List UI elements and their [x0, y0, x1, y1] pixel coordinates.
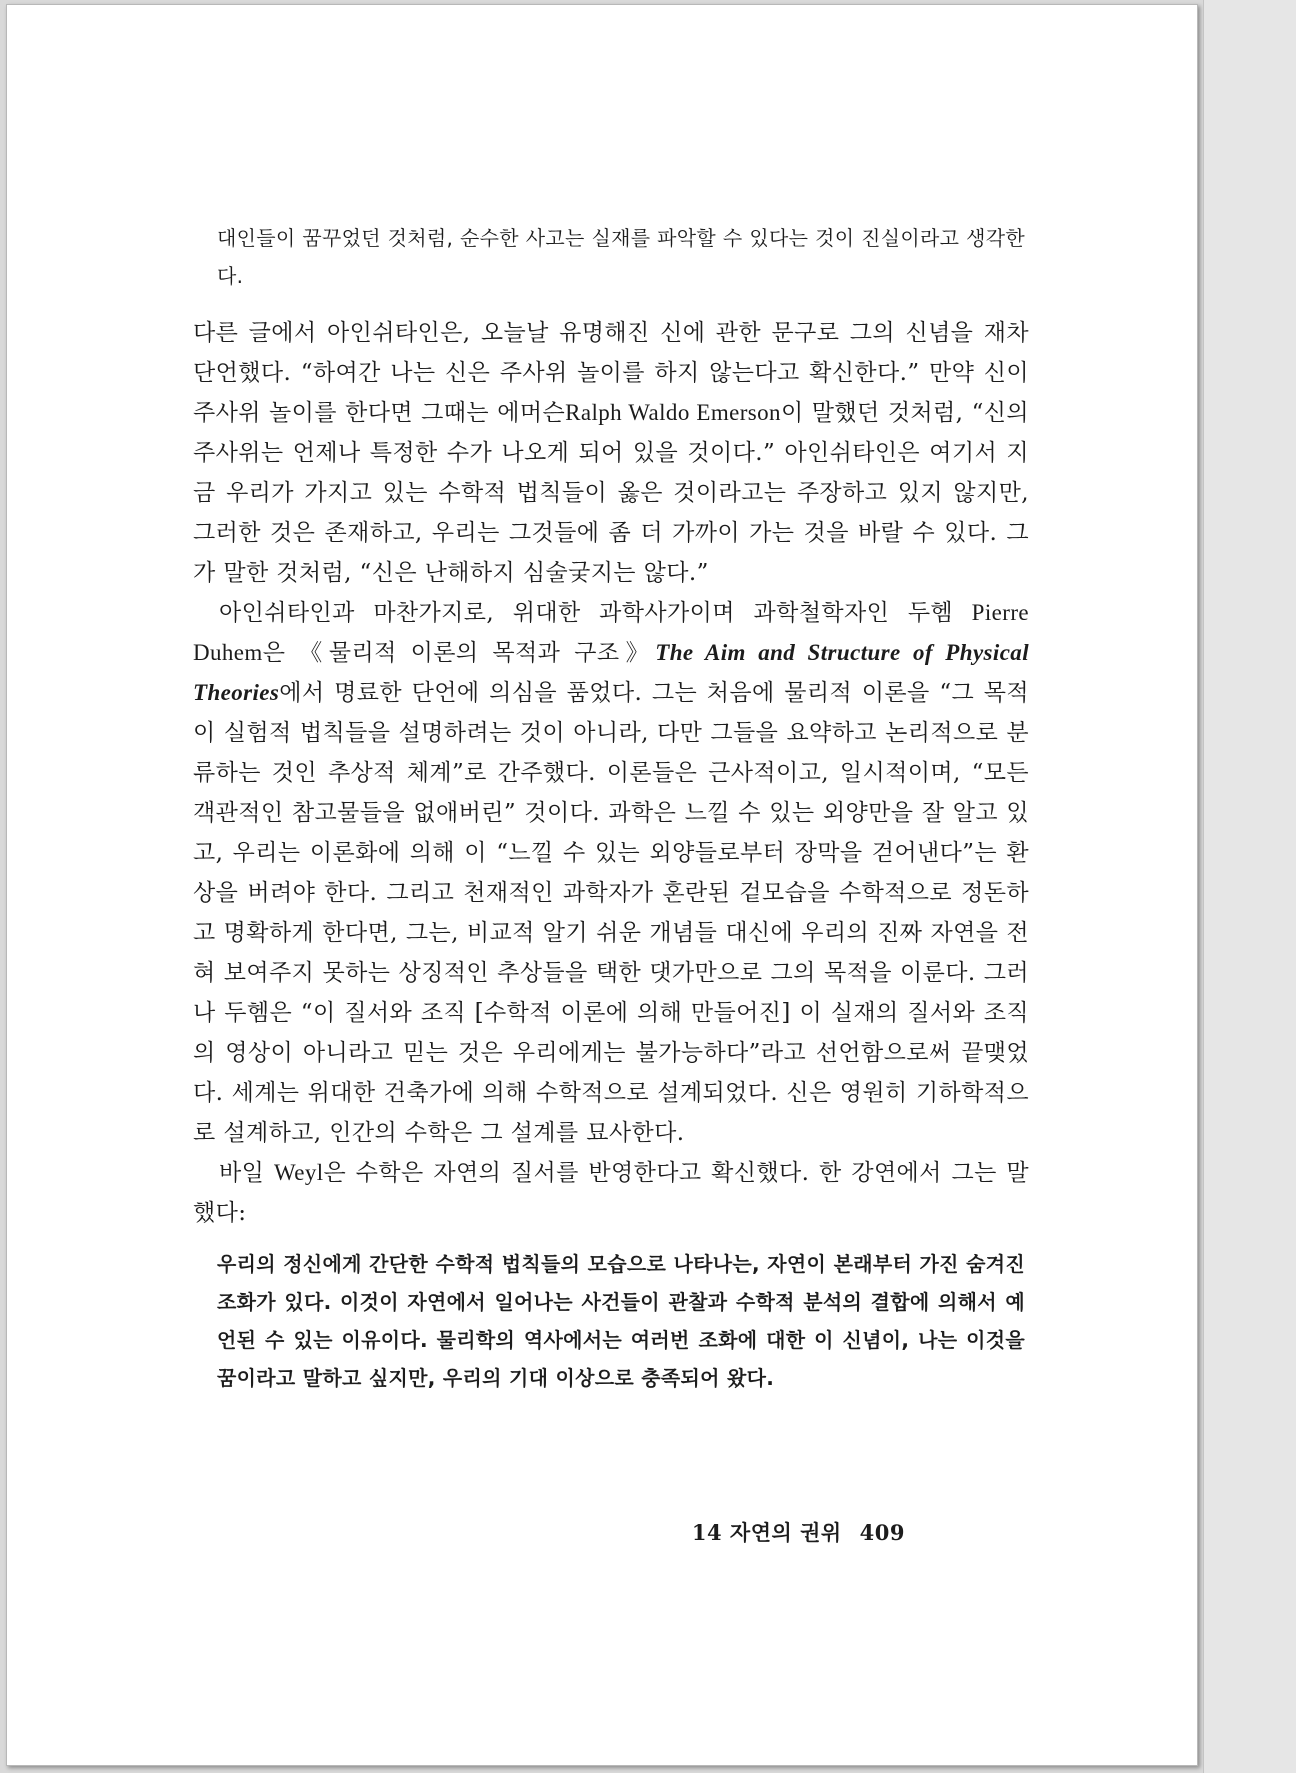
paragraph-text: 이 말했던 것처럼, “신의 주사위는 언제나 특정한 수가 나오게 되어 있을 것이다.” 아인쉬타인은 여기서 지금 우리가 가지고 있는 수학적 법칙들이 옳은 것이라고는 주장하고 있지 않지만, 그러한 것은 존재하고, 우리는 그것들에 좀 더 가까이 가는 것을 바랄 수 있다. 그가 말한 것처럼, “신은 난해하지 심술궂지는 않다.”	[193, 400, 1029, 586]
page-number: 409	[859, 1520, 905, 1545]
latin-name: Ralph Waldo Emerson	[565, 400, 781, 425]
viewer-side-panel	[1203, 0, 1296, 1773]
book-title-italic: The Aim and Structure of Physical Theories	[193, 640, 1029, 705]
paragraph-duhem	[193, 593, 1029, 1153]
paragraph-text: 에서 명료한 단언에 의심을 품었다. 그는 처음에 물리적 이론을 “그 목적이 실험적 법칙들을 설명하려는 것이 아니라, 다만 그들을 요약하고 논리적으로 분류하는 것인 추상적 체계”로 간주했다. 이론들은 근사적이고, 일시적이며, “모든 객관적인 참고물들을 없애버린” 것이다. 과학은 느낄 수 있는 외양만을 잘 알고 있고, 우리는 이론화에 의해 이 “느낄 수 있는 외양들로부터 장막을 걷어낸다”는 환상을 버려야 한다. 그리고 천재적인 과학자가 혼란된 겉모습을 수학적으로 정돈하고 명확하게 한다면, 그는, 비교적 알기 쉬운 개념들 대신에 우리의 진짜 자연을 전혀 보여주지 못하는 상징적인 추상들을 택한 댓가만으로 그의 목적을 이룬다. 그러나 두헴은 “이 질서와 조직 [수학적 이론에 의해 만들어진] 이 실재의 질서와 조직의 영상이 아니라고 믿는 것은 우리에게는 불가능하다”라고 선언함으로써 끝맺었다. 세계는 위대한 건축가에 의해 수학적으로 설계되었다. 신은 영원히 기하학적으로 설계하고, 인간의 수학은 그 설계를 묘사한다.	[193, 680, 1029, 1146]
page-content	[193, 219, 1029, 1397]
block-quote-top: 대인들이 꿈꾸었던 것처럼, 순수한 사고는 실재를 파악할 수 있다는 것이 진실이라고 생각한다.	[217, 226, 1025, 288]
latin-name: Weyl	[273, 1160, 324, 1185]
latin-name: Pierre Duhem	[193, 600, 1029, 665]
paragraph-text: 아인쉬타인과 마찬가지로, 위대한 과학사가이며 과학철학자인 두헴	[219, 600, 954, 626]
page-footer	[692, 1517, 905, 1547]
chapter-title: 14 자연의 권위	[691, 1520, 842, 1545]
paragraph-text: 바일	[219, 1160, 265, 1186]
paragraph-text: 다른 글에서 아인쉬타인은, 오늘날 유명해진 신에 관한 문구로 그의 신념을 재차 단언했다. “하여간 나는 신은 주사위 놀이를 하지 않는다고 확신한다.” 만약 신이 주사위 놀이를 한다면 그때는 에머슨	[193, 320, 1029, 426]
paragraph-text: 은 《물리적 이론의 목적과 구조》	[262, 640, 656, 666]
block-quote-bottom: 우리의 정신에게 간단한 수학적 법칙들의 모습으로 나타나는, 자연이 본래부터 가진 숨겨진 조화가 있다. 이것이 자연에서 일어나는 사건들이 관찰과 수학적 분석의 결합에 의해서 예언된 수 있는 이유이다. 물리학의 역사에서는 여러번 조화에 대한 이 신념이, 나는 이것을 꿈이라고 말하고 싶지만, 우리의 기대 이상으로 충족되어 왔다.	[217, 1252, 1025, 1390]
document-page	[6, 4, 1198, 1766]
paragraph-einstein	[193, 313, 1029, 593]
paragraph-weyl	[193, 1153, 1029, 1233]
paragraph-text: 은 수학은 자연의 질서를 반영한다고 확신했다. 한 강연에서 그는 말했다:	[193, 1160, 1030, 1226]
